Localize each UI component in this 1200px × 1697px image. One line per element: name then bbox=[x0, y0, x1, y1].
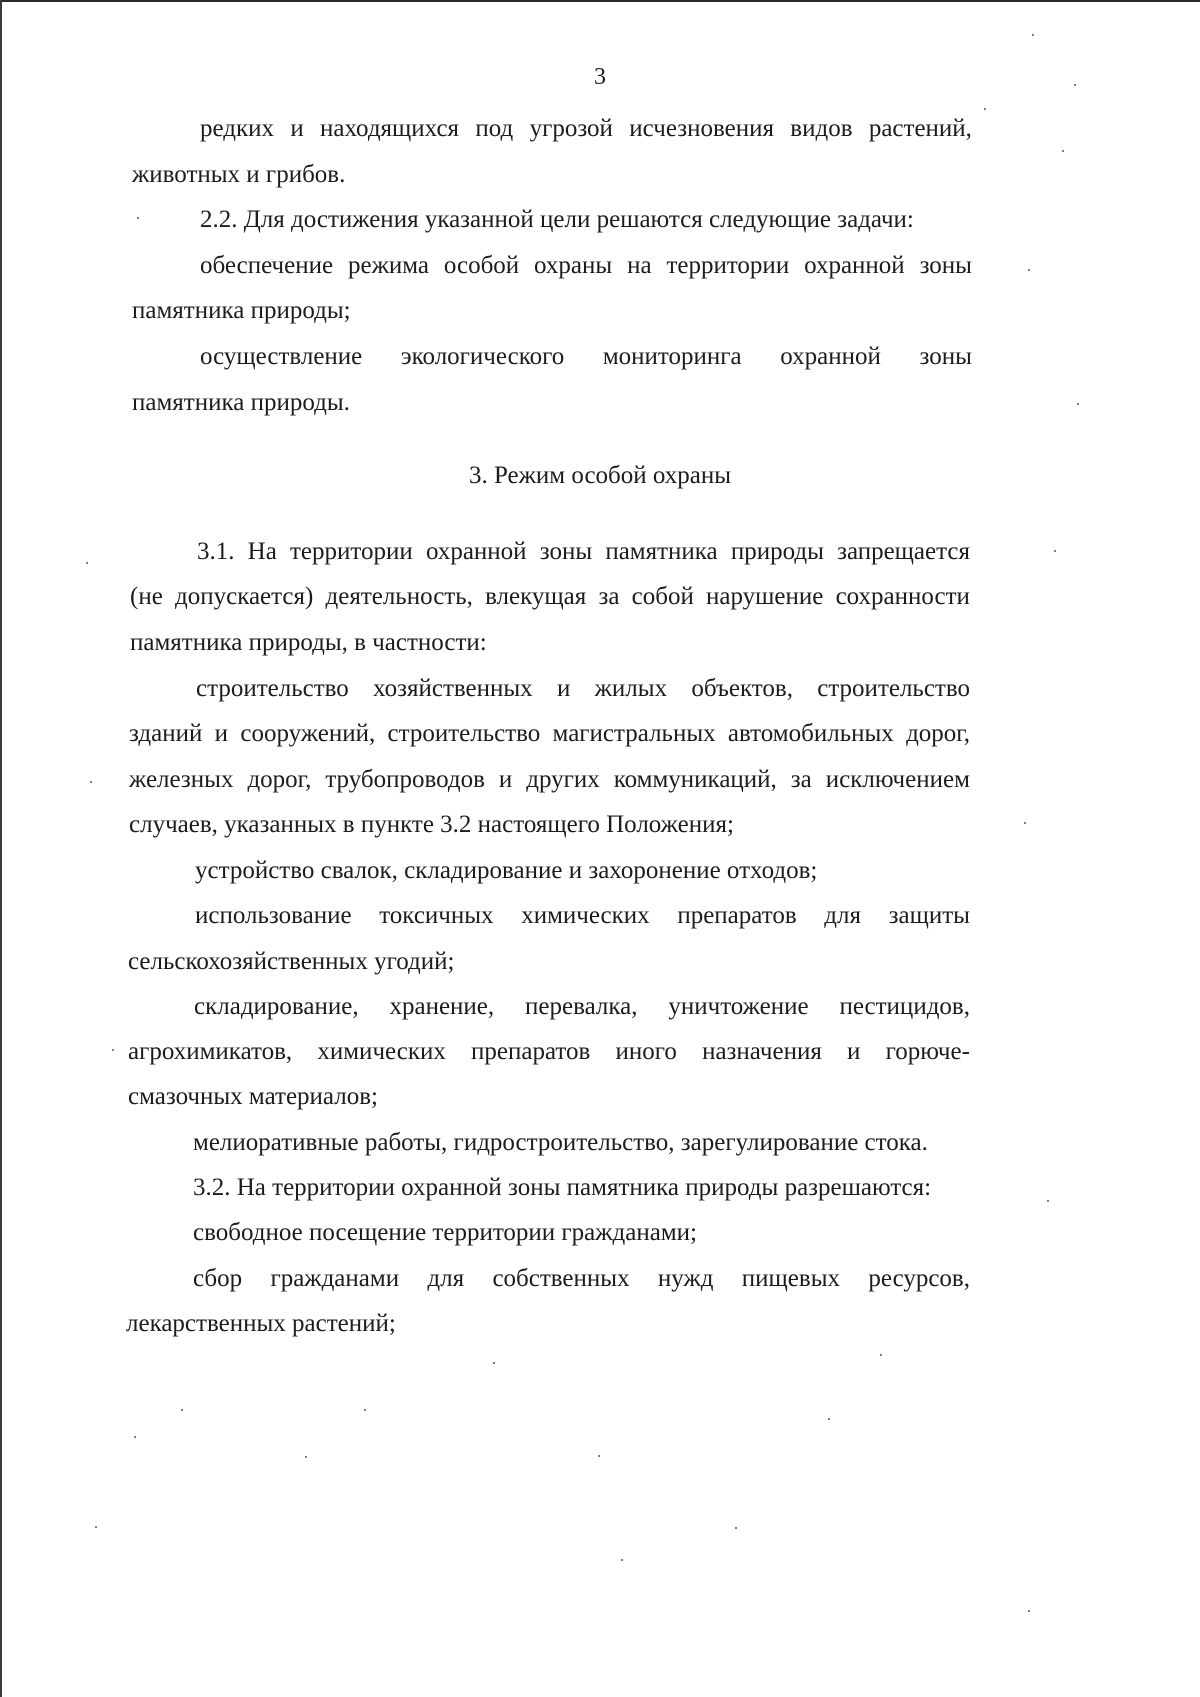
word: агрохимикатов, bbox=[128, 1038, 293, 1065]
scan-speck bbox=[880, 1354, 882, 1356]
text-line-22: 3.2. На территории охранной зоны памятника природы разрешаются: bbox=[193, 1174, 932, 1201]
word: ресурсов, bbox=[868, 1265, 970, 1292]
word: нужд bbox=[657, 1265, 714, 1292]
text-line-17: сельскохозяйственных угодий; bbox=[128, 948, 455, 975]
word: памятника bbox=[605, 538, 718, 565]
text-line-21: мелиоративные работы, гидростроительство, зарегулирование стока. bbox=[193, 1129, 928, 1156]
word: охраны bbox=[534, 252, 613, 279]
scan-speck bbox=[137, 217, 139, 219]
word: редких bbox=[200, 115, 275, 142]
word: обеспечение bbox=[200, 252, 334, 279]
word: зоны bbox=[539, 538, 593, 565]
word: препаратов bbox=[677, 902, 797, 929]
scan-speck bbox=[1074, 84, 1076, 86]
text-line-3: 2.2. Для достижения указанной цели решаются следующие задачи: bbox=[200, 206, 914, 233]
word: и bbox=[290, 115, 304, 142]
word: химических bbox=[317, 1038, 446, 1065]
word: препаратов bbox=[471, 1038, 591, 1065]
word: экологического bbox=[400, 343, 565, 370]
text-line-10: памятника природы, в частности: bbox=[130, 629, 487, 656]
word: режима bbox=[347, 252, 429, 279]
word: и bbox=[214, 720, 229, 747]
text-line-11 bbox=[196, 674, 970, 704]
word: для bbox=[427, 1265, 465, 1292]
page-number: 3 bbox=[594, 64, 606, 90]
text-line-12 bbox=[129, 719, 970, 749]
text-line-19 bbox=[128, 1037, 970, 1067]
word: видов bbox=[790, 115, 853, 142]
word: уничтожение bbox=[668, 993, 809, 1020]
word: железных bbox=[129, 766, 234, 793]
text-line-1 bbox=[200, 114, 972, 144]
scan-speck bbox=[621, 1559, 623, 1561]
text-line-9 bbox=[130, 582, 970, 612]
word: дорог, bbox=[906, 720, 970, 747]
text-line-23: свободное посещение территории гражданами; bbox=[193, 1219, 697, 1246]
word: собственных bbox=[492, 1265, 630, 1292]
word: находящихся bbox=[320, 115, 460, 142]
word: и bbox=[498, 766, 513, 793]
scan-speck bbox=[598, 1455, 600, 1457]
word: химических bbox=[521, 902, 650, 929]
scan-speck bbox=[828, 1418, 830, 1420]
word: особой bbox=[443, 252, 520, 279]
word: территории bbox=[666, 252, 790, 279]
word: зоны bbox=[919, 252, 972, 279]
word: гражданами bbox=[270, 1265, 400, 1292]
scan-speck bbox=[1028, 1610, 1030, 1612]
scan-speck bbox=[90, 781, 92, 783]
word: зданий bbox=[129, 720, 203, 747]
scan-speck bbox=[134, 1436, 136, 1438]
word: исчезновения bbox=[629, 115, 774, 142]
word: на bbox=[627, 252, 652, 279]
word: мониторинга bbox=[602, 343, 742, 370]
word: и bbox=[847, 1038, 861, 1065]
word: и bbox=[556, 675, 571, 702]
word: охранной bbox=[804, 252, 905, 279]
scan-speck bbox=[984, 108, 986, 110]
word: магистральных bbox=[552, 720, 716, 747]
word: нарушение bbox=[706, 583, 824, 610]
text-line-13 bbox=[129, 765, 970, 795]
text-line-16 bbox=[195, 901, 970, 931]
scan-speck bbox=[1024, 822, 1026, 824]
text-line-7: памятника природы. bbox=[132, 389, 350, 416]
word: дорог, bbox=[247, 766, 312, 793]
text-line-25: лекарственных растений; bbox=[126, 1310, 396, 1337]
scan-speck bbox=[1054, 550, 1056, 552]
word: собой bbox=[631, 583, 694, 610]
scan-speck bbox=[112, 1049, 114, 1051]
word: строительство bbox=[196, 675, 349, 702]
word: природы bbox=[730, 538, 824, 565]
scan-speck bbox=[1032, 34, 1034, 36]
word: На bbox=[247, 538, 277, 565]
text-line-4 bbox=[200, 251, 972, 281]
scan-speck bbox=[86, 562, 88, 564]
scan-speck bbox=[1077, 403, 1079, 405]
word: за bbox=[790, 766, 812, 793]
word: зоны bbox=[919, 343, 972, 370]
word: объектов, bbox=[691, 675, 793, 702]
word: запрещается bbox=[837, 538, 970, 565]
text-line-5: памятника природы; bbox=[132, 297, 351, 324]
text-line-2: животных и грибов. bbox=[132, 161, 346, 188]
word: 3.1. bbox=[197, 538, 235, 565]
word: осуществление bbox=[200, 343, 363, 370]
scan-speck bbox=[1062, 150, 1064, 152]
word: за bbox=[598, 583, 620, 610]
text-line-18 bbox=[194, 992, 970, 1022]
word: строительство bbox=[387, 720, 541, 747]
word: иного bbox=[615, 1038, 677, 1065]
word: для bbox=[824, 902, 861, 929]
text-line-8 bbox=[197, 537, 970, 567]
page-top-edge bbox=[0, 0, 1200, 2]
scan-speck bbox=[364, 1409, 366, 1411]
text-line-6 bbox=[200, 342, 972, 372]
word: пестицидов, bbox=[839, 993, 970, 1020]
scan-speck bbox=[95, 1526, 97, 1528]
word: под bbox=[475, 115, 514, 142]
word: автомобильных bbox=[727, 720, 894, 747]
word: растений, bbox=[868, 115, 972, 142]
word: охранной bbox=[780, 343, 881, 370]
word: угрозой bbox=[529, 115, 613, 142]
word: хранение, bbox=[389, 993, 495, 1020]
word: использование bbox=[195, 902, 352, 929]
scan-speck bbox=[1047, 1200, 1049, 1202]
word: сохранности bbox=[835, 583, 970, 610]
word: складирование, bbox=[194, 993, 359, 1020]
scan-speck bbox=[493, 1362, 495, 1364]
word: хозяйственных bbox=[373, 675, 533, 702]
scan-speck bbox=[181, 1409, 183, 1411]
word: горюче- bbox=[885, 1038, 970, 1065]
word: охранной bbox=[425, 538, 527, 565]
word: жилых bbox=[594, 675, 668, 702]
text-line-24 bbox=[193, 1264, 970, 1294]
scan-speck bbox=[735, 1527, 737, 1529]
word: коммуникаций, bbox=[613, 766, 777, 793]
word: территории bbox=[290, 538, 413, 565]
text-line-15: устройство свалок, складирование и захоронение отходов; bbox=[195, 857, 818, 884]
scan-speck bbox=[1028, 269, 1030, 271]
word: строительство bbox=[817, 675, 970, 702]
word: токсичных bbox=[379, 902, 494, 929]
word: сооружений, bbox=[240, 720, 376, 747]
text-line-14: случаев, указанных в пункте 3.2 настоящего Положения; bbox=[129, 811, 734, 838]
word: (не bbox=[130, 583, 163, 610]
page-left-edge bbox=[0, 0, 2, 1697]
word: исключением bbox=[825, 766, 970, 793]
word: трубопроводов bbox=[325, 766, 485, 793]
scan-speck bbox=[305, 1456, 307, 1458]
word: перевалка, bbox=[525, 993, 638, 1020]
word: деятельность, bbox=[325, 583, 473, 610]
section-heading: 3. Режим особой охраны bbox=[468, 462, 732, 489]
word: других bbox=[526, 766, 600, 793]
word: влекущая bbox=[485, 583, 587, 610]
word: защиты bbox=[888, 902, 970, 929]
word: сбор bbox=[193, 1265, 243, 1292]
word: допускается) bbox=[175, 583, 314, 610]
text-line-20: смазочных материалов; bbox=[128, 1083, 378, 1110]
word: пищевых bbox=[741, 1265, 841, 1292]
word: назначения bbox=[702, 1038, 822, 1065]
